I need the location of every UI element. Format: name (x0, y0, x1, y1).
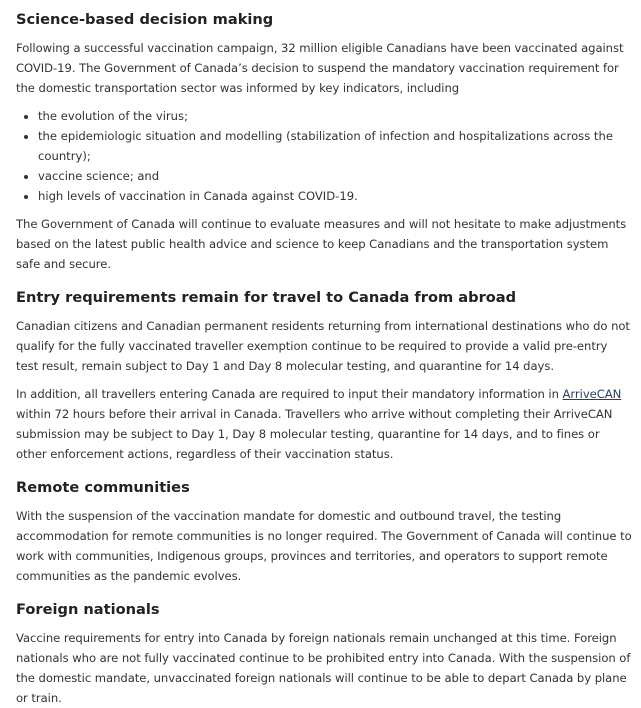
paragraph-remote: With the suspension of the vaccination mandate for domestic and outbound travel, the testing accommodation for remote communities is no longer required. The Government of Canada will continue to work with communities, Indigenous groups, provinces and territories, and operators to support remote communities as the pandemic evolves. (16, 509, 632, 583)
heading-science: Science-based decision making (16, 11, 274, 28)
section-remote (16, 478, 633, 586)
paragraph-science-closing: The Government of Canada will continue to evaluate measures and will not hesitate to make adjustments based on the latest public health advice and science to keep Canadians and the transportation system safe and secure. (16, 217, 627, 271)
list-item: • the evolution of the virus; (38, 106, 633, 126)
list-item: • vaccine science; and (38, 166, 633, 186)
arrivecan-link[interactable]: ArriveCAN (562, 387, 622, 401)
paragraph-science-intro: Following a successful vaccination campaign, 32 million eligible Canadians have been vaccinated against COVID-19. The Government of Canada’s decision to suspend the mandatory vaccination requirement for the domestic transportation sector was informed by key indicators, including (16, 41, 624, 95)
heading-remote: Remote communities (16, 479, 190, 496)
heading-entry: Entry requirements remain for travel to Canada from abroad (16, 289, 517, 306)
section-foreign (16, 600, 633, 708)
arrivecan-text-after: within 72 hours before their arrival in Canada. Travellers who arrive without completing their ArriveCAN submission may be subject to Day 1, Day 8 molecular testing, quarantine for 14 days, and to fines or other enforcement actions, regardless of their vaccination status. (16, 407, 613, 461)
section-science (16, 10, 633, 274)
list-item: • high levels of vaccination in Canada against COVID-19. (38, 186, 633, 206)
indicator-list (16, 106, 633, 206)
paragraph-entry-arrivecan (16, 384, 633, 464)
arrivecan-text-before: In addition, all travellers entering Canada are required to input their mandatory information in (16, 387, 563, 401)
paragraph-entry-residents: Canadian citizens and Canadian permanent residents returning from international destinations who do not qualify for the fully vaccinated traveller exemption continue to be required to provide a valid pre-entry test result, remain subject to Day 1 and Day 8 molecular testing, and quarantine for 14 days. (16, 319, 630, 373)
list-item: • the epidemiologic situation and modelling (stabilization of infection and hospitalizations across the country); (38, 126, 633, 166)
section-entry (16, 288, 633, 464)
paragraph-foreign: Vaccine requirements for entry into Canada by foreign nationals remain unchanged at this time. Foreign nationals who are not fully vaccinated continue to be prohibited entry into Canada. With the suspension of the domestic mandate, unvaccinated foreign nationals will continue to be able to depart Canada by plane or train. (16, 631, 631, 705)
heading-foreign: Foreign nationals (16, 601, 160, 618)
